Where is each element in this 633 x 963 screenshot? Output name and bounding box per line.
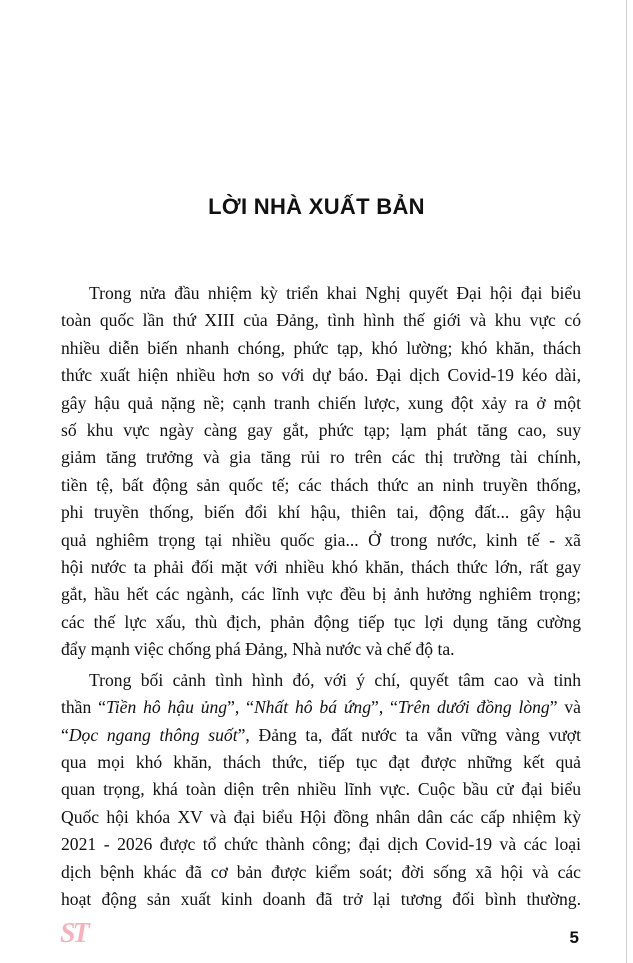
page-edge-line	[626, 0, 627, 963]
slogan: Trên dưới đồng lòng	[397, 697, 550, 718]
text-line: qua mọi khó khăn, thách thức, tiếp tục đạt được những kết quả	[61, 751, 581, 772]
body-text	[61, 280, 581, 916]
text-line-with-slogan: “Dọc ngang thông suốt”, Đảng ta, đất nước ta vẫn vững vàng vượt	[61, 724, 581, 745]
paragraph-2	[61, 667, 581, 914]
publisher-logo: ST	[60, 918, 87, 949]
text-line-with-slogans: thần “Tiền hô hậu ủng”, “Nhất hô bá ứng”, “Trên dưới đồng lòng” và	[61, 697, 581, 718]
text-line: Quốc hội khóa XV và đại biểu Hội đồng nhân dân các cấp nhiệm kỳ	[61, 806, 581, 827]
text-line: toàn quốc lần thứ XIII của Đảng, tình hình thế giới và khu vực có	[61, 310, 581, 331]
text-line: phi truyền thống, biến đổi khí hậu, thiên tai, động đất... gây hậu	[61, 502, 581, 523]
text-line: Trong bối cảnh tình hình đó, với ý chí, quyết tâm cao và tinh	[89, 669, 581, 690]
paragraph-1	[61, 280, 581, 664]
text-line: hoạt động sản xuất kinh doanh đã trở lại tương đối bình thường.	[61, 888, 581, 909]
text-line: nhiều diễn biến nhanh chóng, phức tạp, khó lường; khó khăn, thách	[61, 337, 581, 358]
text-line: Trong nửa đầu nhiệm kỳ triển khai Nghị quyết Đại hội đại biểu	[89, 283, 581, 303]
text-line: giảm tăng trưởng và gia tăng rủi ro trên các thị trường tài chính,	[61, 447, 581, 468]
text-line: dịch bệnh khác đã cơ bản được kiểm soát; đời sống xã hội và các	[61, 861, 581, 882]
text-line: quan trọng, khá toàn diện trên nhiều lĩnh vực. Cuộc bầu cử đại biểu	[61, 779, 581, 800]
text-line: hội nước ta phải đối mặt với nhiều khó khăn, thách thức lớn, rất gay	[61, 557, 581, 578]
slogan: Nhất hô bá ứng	[253, 697, 372, 718]
slogan: Dọc ngang thông suốt	[68, 724, 238, 745]
text-line: quả nghiêm trọng tại nhiều quốc gia... Ở trong nước, kinh tế - xã	[61, 529, 581, 550]
text-line: thức xuất hiện nhiều hơn so với dự báo. Đại dịch Covid-19 kéo dài,	[61, 365, 581, 386]
slogan: Tiền hô hậu ủng	[105, 697, 228, 718]
page-title: LỜI NHÀ XUẤT BẢN	[208, 194, 425, 219]
text-line: đẩy mạnh việc chống phá Đảng, Nhà nước và chế độ ta.	[61, 639, 455, 660]
text-line: gây hậu quả nặng nề; cạnh tranh chiến lược, xung đột xảy ra ở một	[61, 392, 581, 413]
page-number: 5	[569, 928, 579, 947]
text-line: 2021 - 2026 được tổ chức thành công; đại dịch Covid-19 và các loại	[61, 834, 581, 855]
text-line: tiền tệ, bất động sản quốc tế; các thách thức an ninh truyền thống,	[61, 474, 581, 495]
text-line: các thế lực xấu, thù địch, phản động tiếp tục lợi dụng tăng cường	[61, 611, 581, 632]
text-line: số khu vực ngày càng gay gắt, phức tạp; lạm phát tăng cao, suy	[61, 420, 581, 441]
text-line: gắt, hầu hết các ngành, các lĩnh vực đều bị ảnh hưởng nghiêm trọng;	[61, 584, 581, 605]
